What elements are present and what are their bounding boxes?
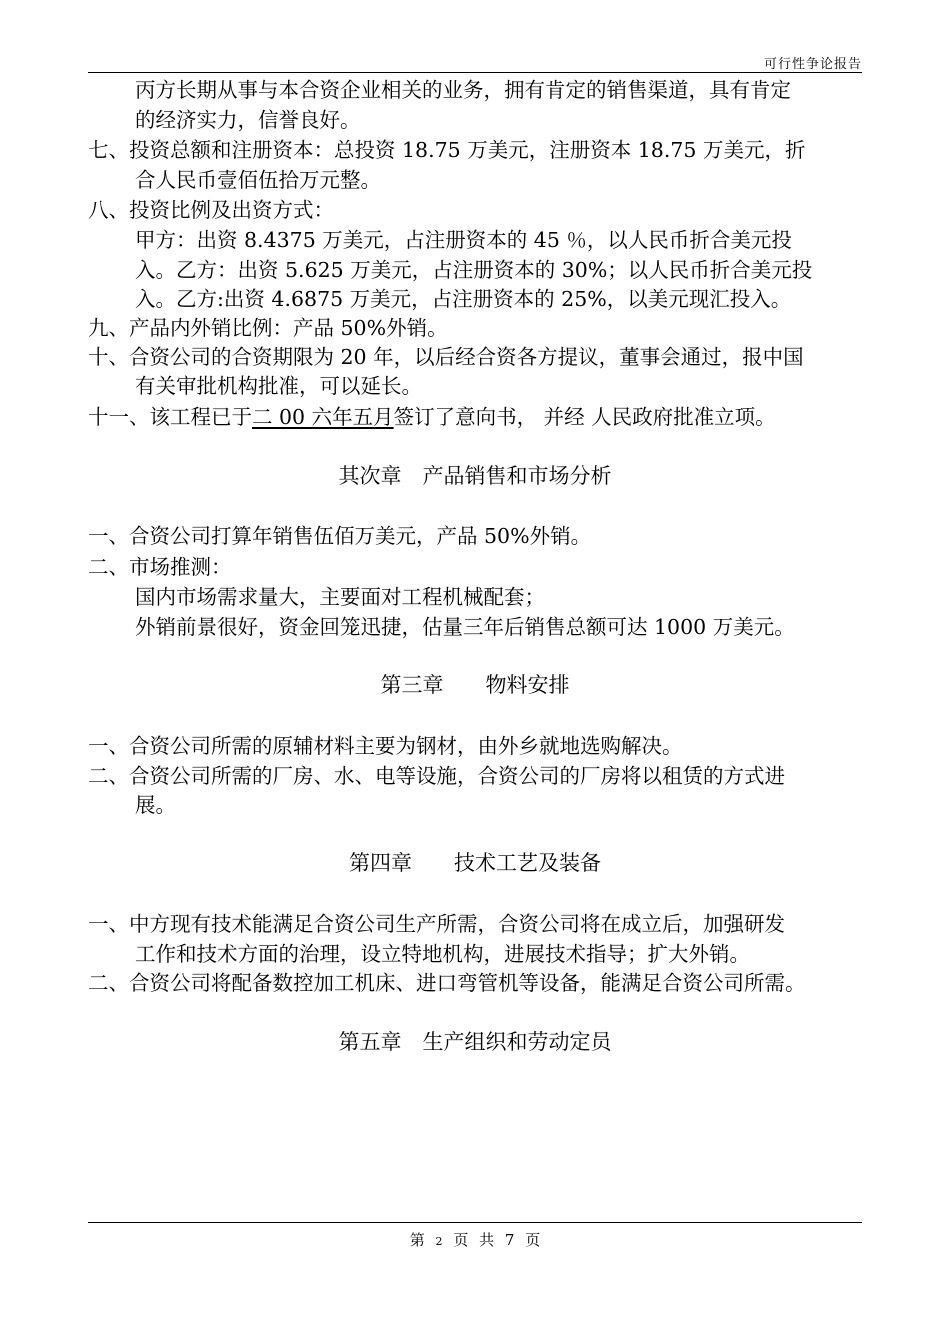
footer-middle: 页 共 (453, 1231, 495, 1249)
paragraph-line: 工作和技术方面的治理，设立特地机构，进展技术指导；扩大外销。 (135, 942, 750, 966)
paragraph-line: 外销前景很好，资金回笼迅捷，估量三年后销售总额可达 1000 万美元。 (135, 615, 795, 639)
footer-suffix: 页 (525, 1231, 541, 1249)
paragraph-line: 一、合资公司打算年销售伍佰万美元，产品 50%外销。 (88, 524, 592, 548)
paragraph-line: 九、产品内外销比例：产品 50%外销。 (88, 316, 448, 340)
paragraph-line: 入。乙方：出资 5.625 万美元，占注册资本的 30%；以人民币折合美元投 (135, 258, 813, 282)
total-page-count: 7 (504, 1231, 515, 1249)
paragraph-line: 合人民币壹佰伍拾万元整。 (135, 168, 381, 192)
paragraph-line: 国内市场需求量大，主要面对工程机械配套； (135, 585, 545, 609)
chapter-heading: 第五章 生产组织和劳动定员 (338, 1030, 612, 1054)
chapter-heading: 其次章 产品销售和市场分析 (338, 464, 612, 488)
paragraph-line (88, 403, 878, 431)
paragraph-line: 十、合资公司的合资期限为 20 年，以后经合资各方提议，董事会通过，报中国 (88, 345, 804, 369)
chapter-heading: 第四章 技术工艺及装备 (349, 851, 601, 875)
current-page-number: 2 (435, 1235, 443, 1248)
page-number-footer (0, 1229, 950, 1250)
line-prefix: 十一、该工程已于 (88, 405, 252, 429)
line-suffix: 签订了意向书， 并经 人民政府批准立项。 (393, 405, 776, 429)
paragraph-line: 展。 (135, 793, 176, 817)
paragraph-line: 甲方：出资 8.4375 万美元，占注册资本的 45 ％，以人民币折合美元投 (135, 228, 792, 252)
paragraph-line: 的经济实力，信誉良好。 (135, 108, 361, 132)
paragraph-line: 丙方长期从事与本合资企业相关的业务，拥有肯定的销售渠道，具有肯定 (135, 78, 791, 102)
paragraph-line: 一、中方现有技术能满足合资公司生产所需，合资公司将在成立后，加强研发 (88, 912, 785, 936)
paragraph-line: 一、合资公司所需的原辅材料主要为钢材，由外乡就地选购解决。 (88, 734, 683, 758)
running-header: 可行性争论报告 (763, 57, 862, 72)
footer-rule (88, 1222, 862, 1223)
paragraph-line: 二、合资公司将配备数控加工机床、进口弯管机等设备，能满足合资公司所需。 (88, 971, 806, 995)
paragraph-line: 入。乙方:出资 4.6875 万美元，占注册资本的 25%，以美元现汇投入。 (135, 287, 792, 311)
header-rule (88, 72, 862, 73)
footer-prefix: 第 (409, 1231, 425, 1249)
underlined-date: 二 00 六年五月 (252, 405, 394, 429)
chapter-heading: 第三章 物料安排 (380, 673, 570, 697)
paragraph-line: 二、市场推测： (88, 555, 232, 579)
paragraph-line: 有关审批机构批准，可以延长。 (135, 374, 422, 398)
paragraph-line: 八、投资比例及出资方式： (88, 198, 334, 222)
paragraph-line: 七、投资总额和注册资本：总投资 18.75 万美元，注册资本 18.75 万美元，折 (88, 138, 806, 162)
paragraph-line: 二、合资公司所需的厂房、水、电等设施，合资公司的厂房将以租赁的方式进 (88, 764, 785, 788)
